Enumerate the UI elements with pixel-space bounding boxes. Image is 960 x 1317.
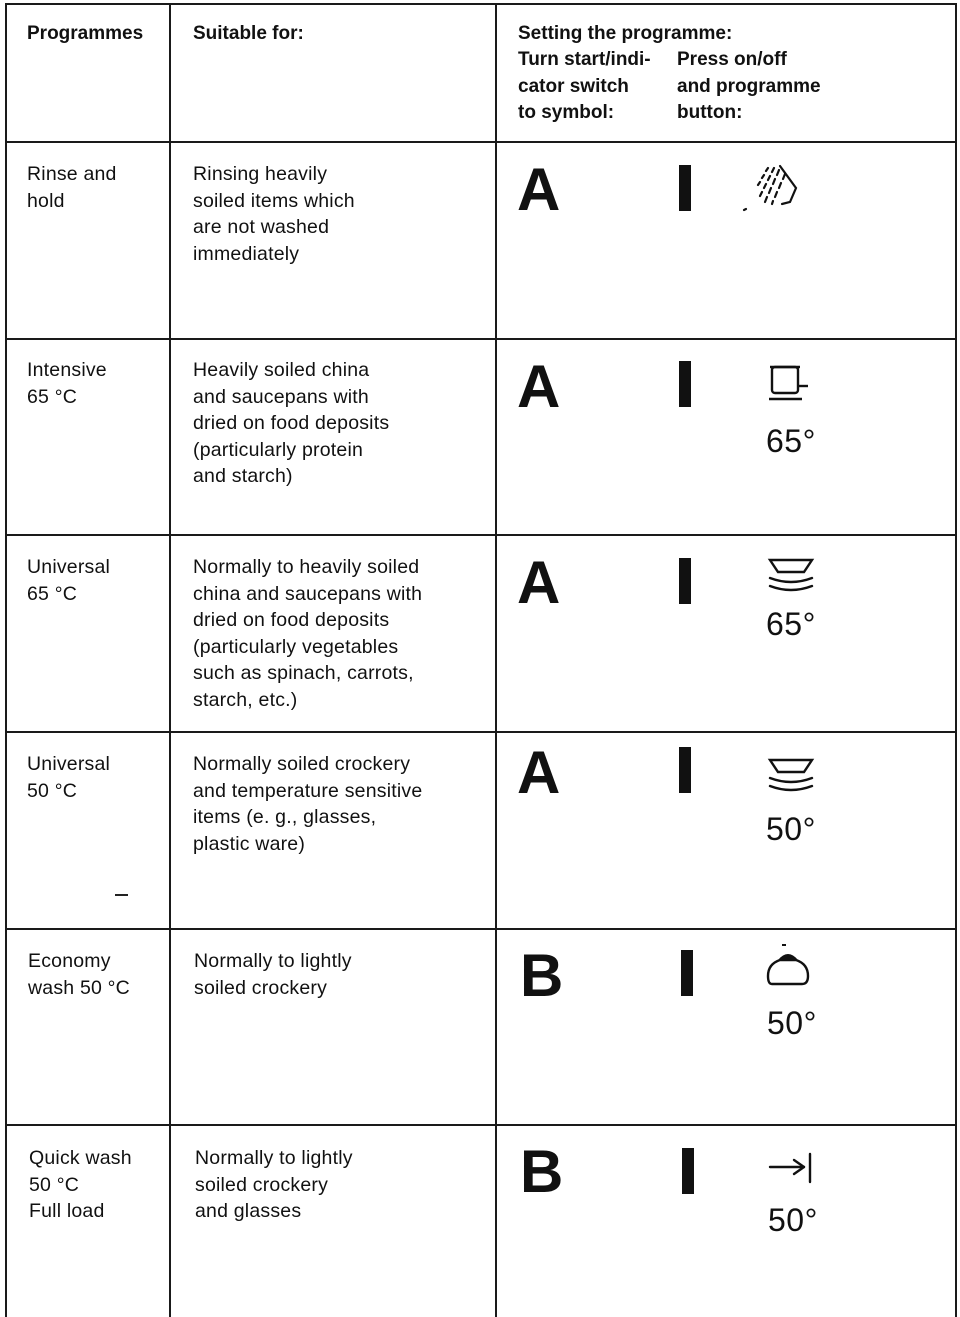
suitable-for-text: Normally to heavily soiled china and saucepans with dried on food deposits (particularly vegetables such as spinach, carrots, starch, etc.) (193, 556, 423, 711)
suitable-for-text: Normally to lightly soiled crockery and glasses (195, 1147, 353, 1222)
temperature-label: 50° (767, 1005, 817, 1041)
stacked-plates-icon (766, 556, 818, 596)
quick-arrow-icon (768, 1152, 818, 1186)
row-divider-3 (5, 534, 957, 536)
switch-symbol: A (517, 353, 561, 420)
on-off-indicator (682, 1148, 694, 1194)
suitable-for-text: Heavily soiled china and saucepans with dried on food deposits (particularly protein and starch) (193, 359, 390, 487)
on-off-indicator (679, 747, 691, 793)
programme-name: Quick wash 50 °C Full load (29, 1147, 132, 1222)
header-press-button: Press on/off and programme button: (677, 49, 821, 123)
temperature-label: 50° (766, 811, 816, 847)
header-suitable-for: Suitable for: (193, 23, 304, 44)
switch-symbol: A (517, 739, 561, 806)
suitable-for-text: Normally soiled crockery and temperature sensitive items (e. g., glasses, plastic ware) (193, 753, 423, 855)
table-border-top (5, 3, 957, 5)
row-divider-6 (5, 1124, 957, 1126)
row-divider-4 (5, 731, 957, 733)
on-off-indicator (679, 558, 691, 604)
programme-name: Intensive 65 °C (27, 359, 107, 408)
header-setting: Setting the programme: (518, 23, 733, 44)
on-off-indicator (679, 165, 691, 211)
rinse-spray-icon (742, 162, 802, 216)
table-border-left (5, 3, 7, 1317)
pot-icon (766, 362, 816, 404)
suitable-for-text: Rinsing heavily soiled items which are not washed immediately (193, 163, 355, 265)
on-off-indicator (681, 950, 693, 996)
suitable-for-text: Normally to lightly soiled crockery (194, 950, 352, 999)
switch-symbol: B (520, 942, 564, 1009)
programme-name: Universal 50 °C (27, 753, 111, 802)
row-divider-2 (5, 338, 957, 340)
on-off-indicator (679, 361, 691, 407)
row-divider-5 (5, 928, 957, 930)
header-turn-switch: Turn start/indi- cator switch to symbol: (518, 49, 651, 123)
column-divider-1 (169, 3, 171, 1317)
switch-symbol: A (517, 156, 561, 223)
scan-mark (115, 894, 128, 896)
programme-name: Rinse and hold (27, 163, 117, 212)
row-divider-1 (5, 141, 957, 143)
temperature-label: 50° (768, 1202, 818, 1238)
column-divider-2 (495, 3, 497, 1317)
switch-symbol: B (520, 1138, 564, 1205)
switch-symbol: A (517, 549, 561, 616)
stacked-plates-icon (766, 756, 818, 796)
programme-name: Economy wash 50 °C (28, 950, 130, 999)
temperature-label: 65° (766, 606, 816, 642)
header-programmes: Programmes (27, 23, 144, 44)
temperature-label: 65° (766, 423, 816, 459)
economy-bag-icon (766, 942, 812, 990)
table-border-right (955, 3, 957, 1317)
programme-name: Universal 65 °C (27, 556, 111, 605)
